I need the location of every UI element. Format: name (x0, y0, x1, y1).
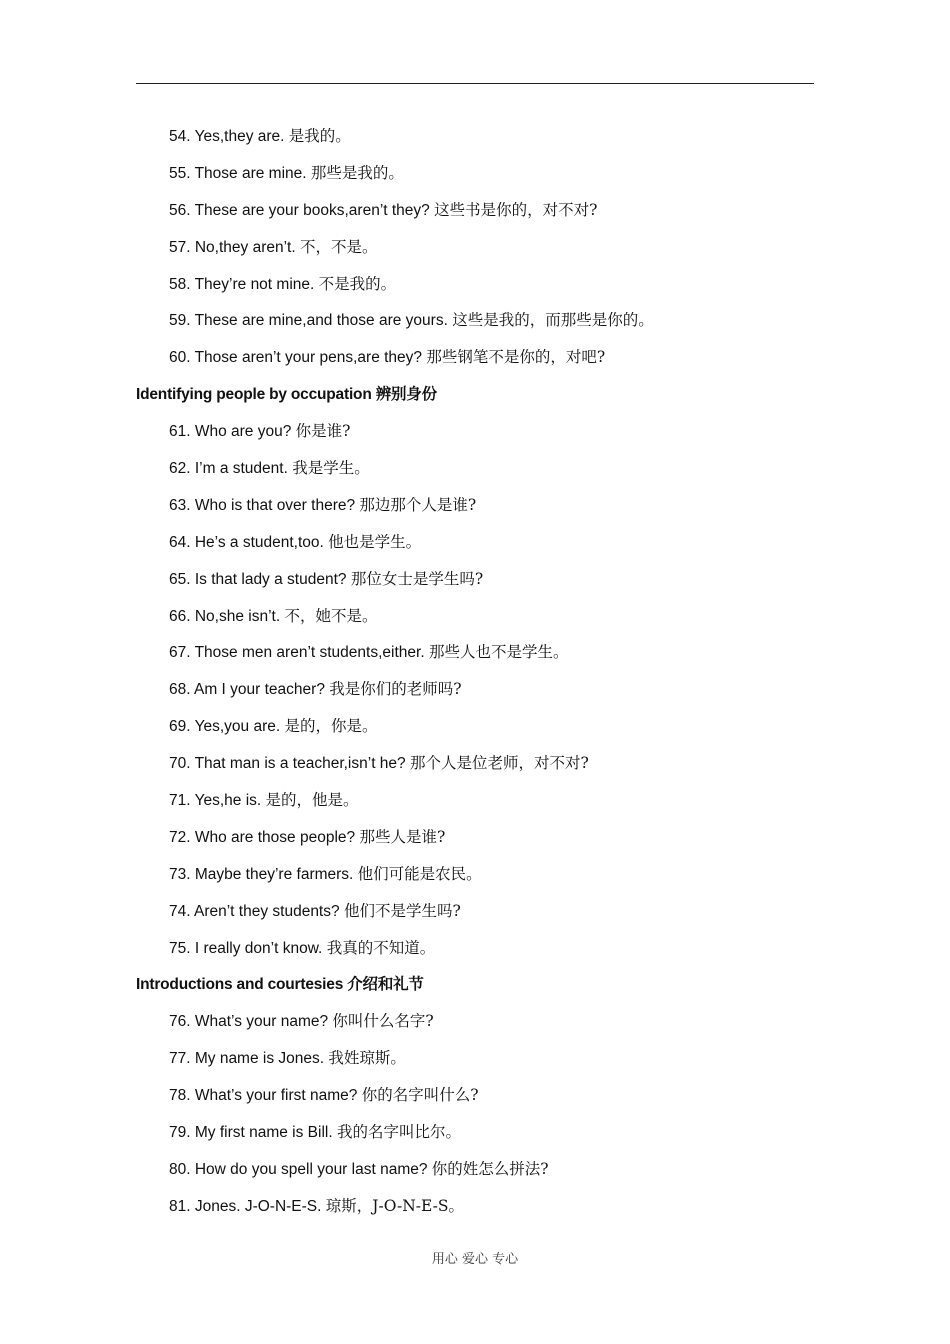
sentence-chinese: 不是我的。 (318, 274, 397, 293)
sentence-item (0, 862, 950, 899)
sentence-chinese: 那些人也不是学生。 (428, 643, 569, 662)
sentence-english: 78. What’s your first name? (169, 1087, 358, 1105)
sentence-item (0, 530, 950, 567)
sentence-chinese: 你的名字叫什么? (361, 1086, 479, 1105)
sentence-item (0, 1120, 950, 1157)
sentence-english: 75. I really don’t know. (169, 939, 323, 957)
page-footer: 用心 爱心 专心 (431, 1252, 519, 1267)
sentence-chinese: 我是学生。 (292, 459, 370, 478)
sentence-item (0, 567, 950, 604)
sentence-item (0, 161, 950, 198)
sentence-english: 71. Yes,he is. (169, 792, 262, 810)
section-heading (0, 382, 950, 419)
sentence-chinese: 你的姓怎么拼法? (431, 1159, 549, 1178)
sentence-english: 70. That man is a teacher,isn’t he? (169, 755, 406, 773)
sentence-english: 68. Am I your teacher? (169, 681, 325, 699)
section-heading-chinese: 辨别身份 (375, 384, 437, 404)
sentence-english: 80. How do you spell your last name? (169, 1160, 428, 1178)
sentence-item (0, 1194, 950, 1231)
sentence-chinese: 我真的不知道。 (326, 938, 436, 957)
document-body (0, 124, 950, 1231)
sentence-english: 76. What’s your name? (169, 1013, 329, 1031)
section-heading-chinese: 介绍和礼节 (347, 974, 424, 994)
sentence-chinese: 你叫什么名字? (332, 1012, 434, 1031)
sentence-chinese: 那位女士是学生吗? (350, 569, 484, 588)
sentence-item (0, 493, 950, 530)
sentence-english: 56. These are your books,aren’t they? (169, 201, 430, 219)
sentence-english: 59. These are mine,and those are yours. (169, 312, 448, 330)
sentence-english: 66. No,she isn’t. (169, 607, 281, 625)
section-heading (0, 972, 950, 1009)
sentence-item (0, 788, 950, 825)
sentence-item (0, 604, 950, 641)
sentence-item (0, 1009, 950, 1046)
sentence-item (0, 345, 950, 382)
sentence-chinese: 他们不是学生吗? (343, 901, 461, 920)
sentence-chinese: 不，不是。 (299, 237, 378, 256)
sentence-chinese: 我是你们的老师吗? (329, 680, 462, 699)
sentence-item (0, 235, 950, 272)
sentence-english: 64. He’s a student,too. (169, 533, 324, 551)
sentence-chinese: 这些书是你的，对不对? (434, 200, 598, 219)
sentence-chinese: 你是谁? (295, 422, 351, 441)
sentence-english: 54. Yes,they are. (169, 128, 285, 145)
sentence-english: 58. They’re not mine. (169, 275, 315, 293)
sentence-english: 73. Maybe they’re farmers. (169, 865, 354, 883)
sentence-item (0, 198, 950, 235)
sentence-item (0, 419, 950, 456)
sentence-chinese: 是的，他是。 (265, 791, 359, 810)
sentence-english: 57. No,they aren’t. (169, 238, 296, 256)
sentence-chinese: 那些钢笔不是你的，对吧? (426, 348, 606, 367)
sentence-item (0, 751, 950, 788)
sentence-chinese: 那个人是位老师，对不对? (409, 754, 589, 773)
header-rule (136, 83, 814, 84)
sentence-english: 67. Those men aren’t students,either. (169, 644, 425, 662)
sentence-chinese: 那边那个人是谁? (359, 495, 477, 514)
sentence-chinese: 他也是学生。 (328, 532, 422, 551)
sentence-english: 63. Who is that over there? (169, 496, 356, 514)
sentence-english: 55. Those are mine. (169, 164, 307, 182)
sentence-english: 61. Who are you? (169, 423, 292, 441)
sentence-chinese: 是我的。 (288, 127, 351, 145)
sentence-english: 65. Is that lady a student? (169, 570, 347, 588)
sentence-item (0, 640, 950, 677)
sentence-chinese: 他们可能是农民。 (357, 864, 482, 883)
sentence-english: 74. Aren’t they students? (169, 902, 340, 920)
sentence-chinese: 这些是我的，而那些是你的。 (452, 311, 654, 330)
section-heading-english: Identifying people by occupation (136, 386, 372, 404)
sentence-english: 60. Those aren’t your pens,are they? (169, 349, 423, 367)
sentence-chinese: 那些人是谁? (359, 827, 446, 846)
sentence-chinese: 那些是我的。 (310, 163, 404, 182)
sentence-english: 77. My name is Jones. (169, 1050, 325, 1068)
sentence-item (0, 1083, 950, 1120)
sentence-chinese: 我的名字叫比尔。 (336, 1123, 461, 1142)
sentence-item (0, 308, 950, 345)
sentence-item (0, 1157, 950, 1194)
sentence-item (0, 124, 950, 161)
sentence-english: 81. Jones. J-O-N-E-S. (169, 1197, 322, 1215)
section-heading-english: Introductions and courtesies (136, 976, 344, 994)
sentence-item (0, 1046, 950, 1083)
sentence-item (0, 272, 950, 309)
sentence-chinese: 是的，你是。 (284, 717, 378, 736)
sentence-english: 79. My first name is Bill. (169, 1124, 333, 1142)
sentence-english: 69. Yes,you are. (169, 718, 281, 736)
sentence-item (0, 899, 950, 936)
sentence-item (0, 456, 950, 493)
sentence-item (0, 677, 950, 714)
sentence-chinese: 琼斯，J-O-N-E-S。 (325, 1196, 465, 1215)
sentence-english: 72. Who are those people? (169, 828, 356, 846)
sentence-item (0, 825, 950, 862)
sentence-english: 62. I’m a student. (169, 460, 288, 478)
sentence-item (0, 714, 950, 751)
sentence-chinese: 我姓琼斯。 (328, 1049, 406, 1068)
sentence-item (0, 936, 950, 973)
sentence-chinese: 不，她不是。 (284, 606, 378, 625)
